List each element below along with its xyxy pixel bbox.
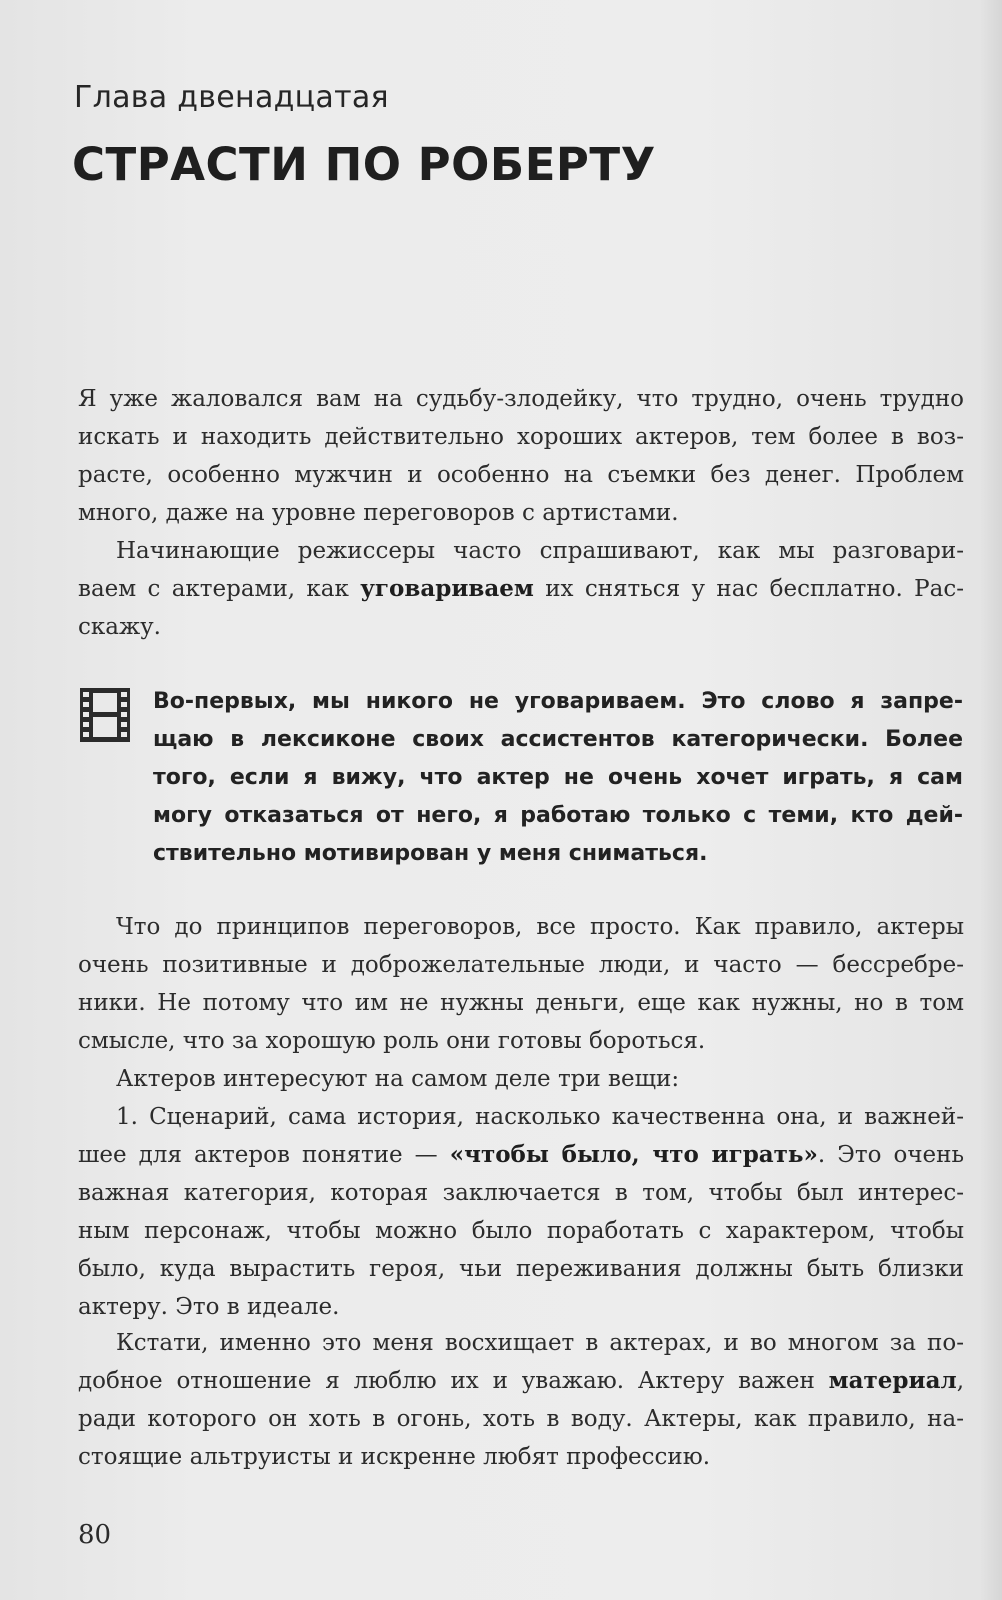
callout-line: могу отказаться от него, я работаю только с теми, кто дей- <box>153 803 963 828</box>
text-line: ным персонаж, чтобы можно было поработать с характером, чтобы <box>78 1218 964 1244</box>
text-line: Кстати, именно это меня восхищает в актерах, и во многом за по- <box>116 1330 964 1356</box>
callout-line: Во-первых, мы никого не уговариваем. Это слово я запре- <box>153 689 963 714</box>
text-line: Что до принципов переговоров, все просто. Как правило, актеры <box>116 914 964 940</box>
paragraph-intro <box>78 380 964 532</box>
text-line: было, куда вырастить героя, чьи переживания должны быть близки <box>78 1256 964 1282</box>
callout-text <box>153 682 963 872</box>
paragraph-principles <box>78 908 964 1060</box>
text-line: Начинающие режиссеры часто спрашивают, как мы разговари- <box>116 538 964 564</box>
text-line: шее для актеров понятие — «чтобы было, что играть». Это очень <box>78 1141 965 1168</box>
paragraph-three-things <box>78 1060 964 1098</box>
text-line: стоящие альтруисты и искренне любят профессию. <box>78 1444 711 1470</box>
film-strip-icon <box>80 688 130 742</box>
text-line: актеру. Это в идеале. <box>78 1294 340 1320</box>
bold-term: уговариваем <box>360 575 534 602</box>
text-line: ваем с актерами, как уговариваем их сняться у нас бесплатно. Рас- <box>78 575 965 602</box>
page-edge-shadow <box>980 0 1002 1600</box>
text-line: ники. Не потому что им не нужны деньги, еще как нужны, но в том <box>78 990 964 1016</box>
callout-line: щаю в лексиконе своих ассистентов категорически. Более <box>153 727 963 752</box>
text-line: 1. Сценарий, сама история, насколько качественна она, и важней- <box>116 1104 964 1130</box>
text-line: добное отношение я люблю их и уважаю. Актеру важен материал, <box>78 1367 964 1394</box>
text-line: смысле, что за хорошую роль они готовы бороться. <box>78 1028 706 1054</box>
paragraph-negotiations <box>78 532 964 646</box>
page-number: 80 <box>78 1520 112 1550</box>
text-line: Я уже жаловался вам на судьбу-злодейку, что трудно, очень трудно <box>78 386 964 412</box>
chapter-label: Глава двенадцатая <box>74 80 389 115</box>
callout-line: того, если я вижу, что актер не очень хочет играть, я сам <box>153 765 963 790</box>
text-line: ради которого он хоть в огонь, хоть в воду. Актеры, как правило, на- <box>78 1406 964 1432</box>
callout-line: ствительно мотивирован у меня сниматься. <box>153 841 708 866</box>
text-line: очень позитивные и доброжелательные люди, и часто — бессребре- <box>78 952 964 978</box>
text-line: много, даже на уровне переговоров с артистами. <box>78 500 679 526</box>
text-line: Актеров интересуют на самом деле три вещи: <box>116 1066 680 1092</box>
paragraph-scenario <box>78 1098 964 1326</box>
bold-term: материал <box>828 1367 957 1394</box>
text-line: важная категория, которая заключается в том, чтобы был интерес- <box>78 1180 964 1206</box>
text-line: скажу. <box>78 614 161 640</box>
paragraph-admiration <box>78 1324 964 1476</box>
text-line: расте, особенно мужчин и особенно на съемки без денег. Проблем <box>78 462 964 488</box>
chapter-title: СТРАСТИ ПО РОБЕРТУ <box>72 138 656 191</box>
bold-term: «чтобы было, что играть» <box>449 1141 818 1168</box>
text-line: искать и находить действительно хороших актеров, тем более в воз- <box>78 424 964 450</box>
